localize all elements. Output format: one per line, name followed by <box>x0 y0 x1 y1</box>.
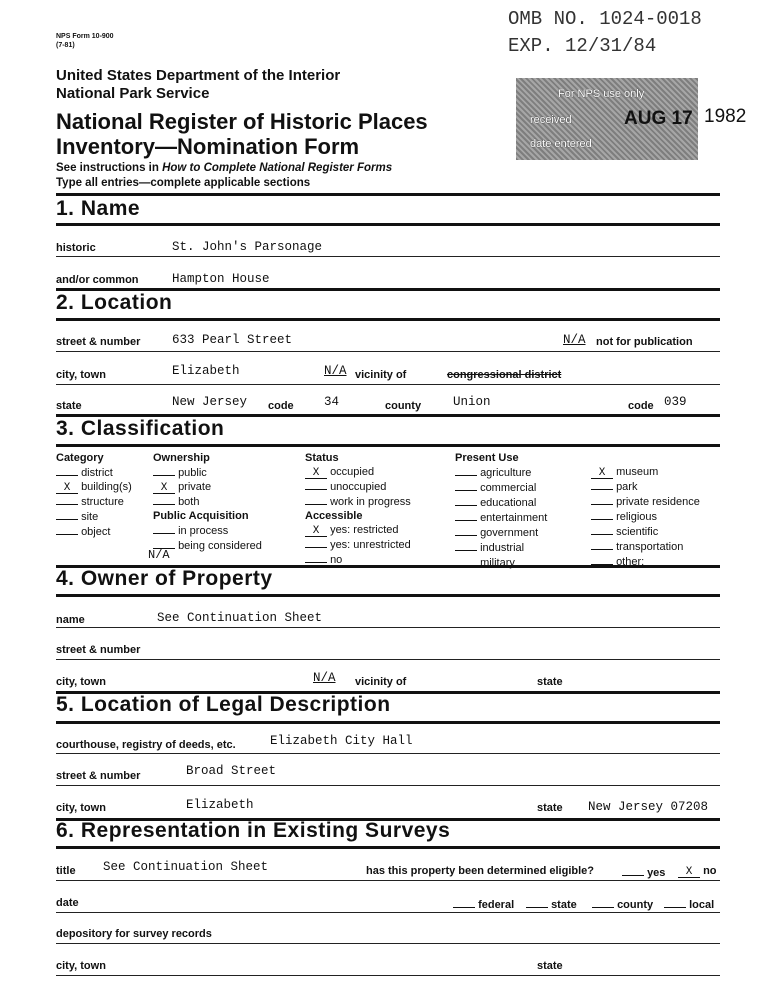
historic-label: historic <box>56 242 96 254</box>
owner-name-value: See Continuation Sheet <box>157 611 323 625</box>
type-entries: Type all entries—complete applicable sections <box>56 177 311 189</box>
use-transportation: transportation <box>591 539 700 554</box>
category-site: site <box>56 509 132 524</box>
congressional-district-label: congressional district <box>447 369 562 381</box>
survey-city-label: city, town <box>56 960 106 972</box>
present-use-column-1 <box>455 451 547 570</box>
status-unoccupied: unoccupied <box>305 479 411 494</box>
form-revision: (7-81) <box>56 42 75 49</box>
historic-name: St. John's Parsonage <box>172 240 323 254</box>
owner-name-label: name <box>56 614 85 626</box>
expiration: EXP. 12/31/84 <box>508 35 657 57</box>
ownership-private: X private <box>153 480 262 494</box>
nfp-value: N/A <box>563 333 586 347</box>
section-classification-title: 3. Classification <box>56 417 225 440</box>
section-surveys-title: 6. Representation in Existing Surveys <box>56 819 451 842</box>
option-county: county <box>592 897 653 911</box>
service: National Park Service <box>56 85 210 102</box>
received-date: AUG 17 <box>624 108 693 129</box>
owner-street-label: street & number <box>56 644 141 656</box>
legal-state-value: New Jersey 07208 <box>588 800 709 814</box>
use-industrial: industrial <box>455 540 547 555</box>
use-religious: religious <box>591 509 700 524</box>
accessible-unrestricted: yes: unrestricted <box>305 537 411 552</box>
legal-state-label: state <box>537 802 563 814</box>
category-head: Category <box>56 452 104 464</box>
status-head: Status <box>305 452 339 464</box>
use-private-residence: private residence <box>591 494 700 509</box>
accessible-head: Accessible <box>305 510 363 522</box>
county-value: Union <box>453 395 491 409</box>
street-value: 633 Pearl Street <box>172 333 293 347</box>
owner-vicinity-value: N/A <box>313 671 336 685</box>
owner-vicinity-label: vicinity of <box>355 676 407 688</box>
form-id: NPS Form 10-900 <box>56 33 114 40</box>
category-district: district <box>56 465 132 480</box>
category-object: object <box>56 524 132 539</box>
use-commercial: commercial <box>455 480 547 495</box>
code-label: code <box>268 400 294 412</box>
category-buildings: X building(s) <box>56 480 132 494</box>
department: United States Department of the Interior <box>56 67 341 84</box>
option-state: state <box>526 897 577 911</box>
code2-label: code <box>628 400 654 412</box>
ownership-head: Ownership <box>153 452 210 464</box>
form-title-1: National Register of Historic Places <box>56 109 428 134</box>
instructions: See instructions in How to Complete National Register Forms <box>56 162 393 174</box>
eligible-yes: yes <box>622 865 665 879</box>
received-label: received <box>530 114 572 126</box>
eligible-no: X no <box>678 865 717 878</box>
legal-city-value: Elizabeth <box>186 798 254 812</box>
city-label: city, town <box>56 369 106 381</box>
ownership-public: public <box>153 465 262 480</box>
ownership-column <box>153 451 262 553</box>
county-label: county <box>385 400 422 412</box>
use-military: military <box>455 555 547 570</box>
section-name-title: 1. Name <box>56 197 141 220</box>
legal-city-label: city, town <box>56 802 106 814</box>
owner-city-label: city, town <box>56 676 106 688</box>
category-structure: structure <box>56 494 132 509</box>
code-value: 34 <box>324 395 340 409</box>
option-local: local <box>664 897 714 911</box>
survey-date-label: date <box>56 897 79 909</box>
common-label: and/or common <box>56 274 139 286</box>
depository-label: depository for survey records <box>56 928 212 940</box>
use-scientific: scientific <box>591 524 700 539</box>
omb-number: OMB NO. 1024-0018 <box>508 8 702 30</box>
survey-title-label: title <box>56 865 76 877</box>
status-occupied: X occupied <box>305 465 411 479</box>
courthouse-value: Elizabeth City Hall <box>270 734 413 748</box>
common-name: Hampton House <box>172 272 270 286</box>
accessible-restricted: X yes: restricted <box>305 523 411 537</box>
vicinity-value: N/A <box>324 364 347 378</box>
accessible-no: no <box>305 552 411 567</box>
eligible-label: has this property been determined eligible? <box>366 865 594 877</box>
present-use-column-2 <box>591 465 700 569</box>
received-year: 1982 <box>704 106 747 127</box>
acquisition-head: Public Acquisition <box>153 510 249 522</box>
use-entertainment: entertainment <box>455 510 547 525</box>
survey-state-label: state <box>537 960 563 972</box>
status-column <box>305 451 411 567</box>
use-park: park <box>591 479 700 494</box>
use-agriculture: agriculture <box>455 465 547 480</box>
form-title-2: Inventory—Nomination Form <box>56 134 360 159</box>
code2-value: 039 <box>664 395 687 409</box>
section-legal-title: 5. Location of Legal Description <box>56 693 391 716</box>
use-museum: X museum <box>591 465 700 479</box>
acquisition-being-considered: being considered <box>153 538 262 553</box>
legal-street-value: Broad Street <box>186 764 277 778</box>
owner-state-label: state <box>537 676 563 688</box>
for-nps-label: For NPS use only <box>558 88 645 100</box>
use-other: other: <box>591 554 700 569</box>
courthouse-label: courthouse, registry of deeds, etc. <box>56 739 236 751</box>
state-value: New Jersey <box>172 395 248 409</box>
date-entered-label: date entered <box>530 138 592 150</box>
vicinity-label: vicinity of <box>355 369 407 381</box>
use-educational: educational <box>455 495 547 510</box>
status-work-in-progress: work in progress <box>305 494 411 509</box>
legal-street-label: street & number <box>56 770 141 782</box>
state-label: state <box>56 400 82 412</box>
ownership-both: both <box>153 494 262 509</box>
present-use-head: Present Use <box>455 452 519 464</box>
option-federal: federal <box>453 897 514 911</box>
use-government: government <box>455 525 547 540</box>
category-column <box>56 451 132 539</box>
nps-use-stamp <box>516 78 698 160</box>
city-value: Elizabeth <box>172 364 240 378</box>
street-label: street & number <box>56 336 141 348</box>
nfp-label: not for publication <box>596 336 693 348</box>
section-location-title: 2. Location <box>56 291 173 314</box>
acquisition-note: N/A <box>148 548 170 562</box>
acquisition-in-process: in process <box>153 523 262 538</box>
section-owner-title: 4. Owner of Property <box>56 567 273 590</box>
survey-title-value: See Continuation Sheet <box>103 860 269 874</box>
